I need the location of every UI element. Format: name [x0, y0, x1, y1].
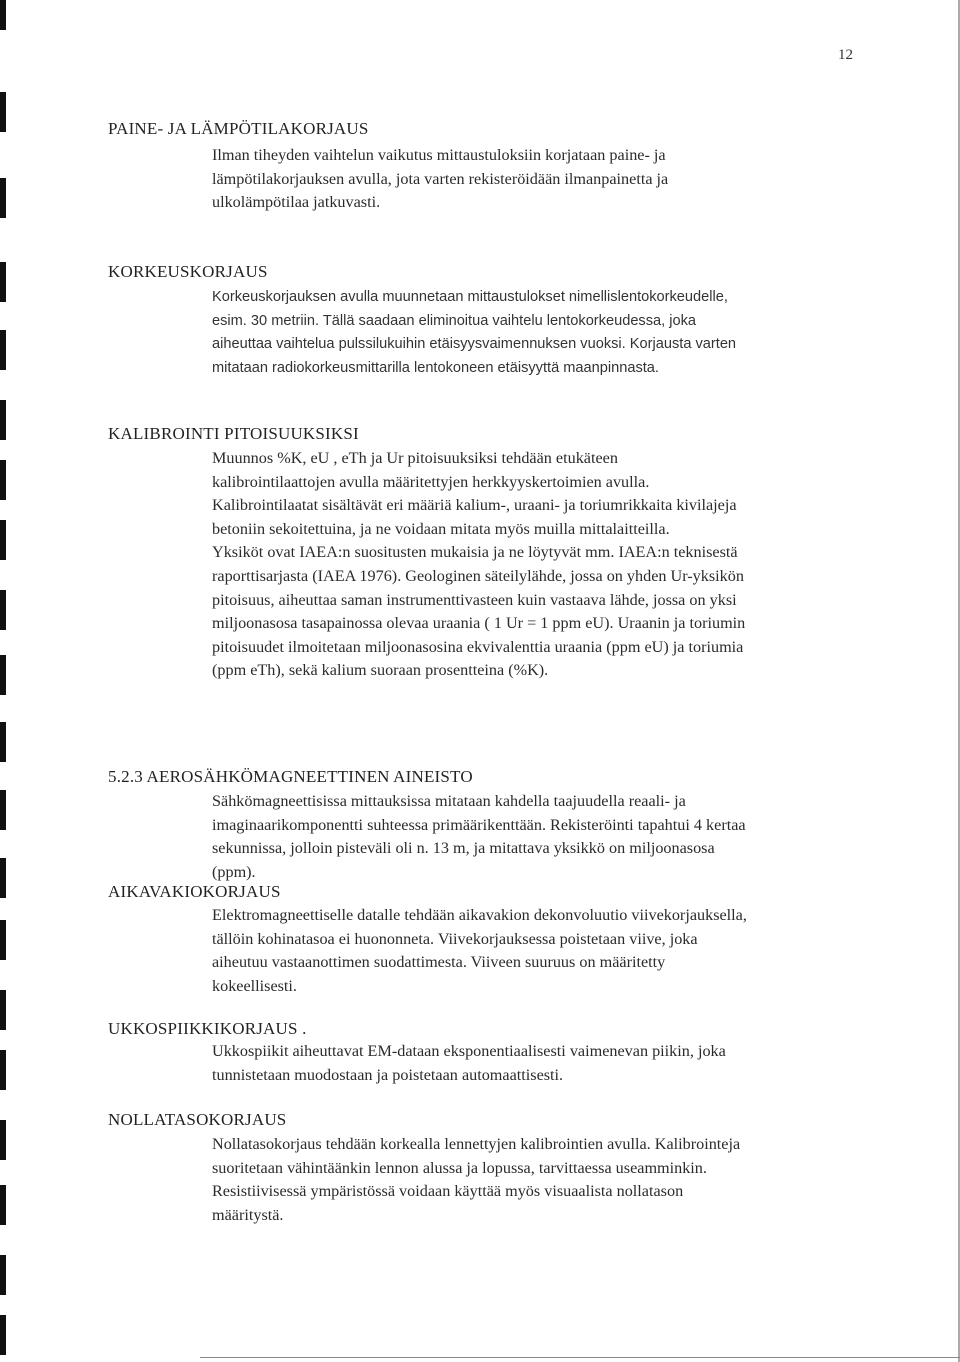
section-heading-ukkospiikkikorjaus: UKKOSPIIKKIKORJAUS .: [108, 1019, 307, 1038]
body-line: tunnistetaan muodostaan ja poistetaan automaattisesti.: [212, 1065, 564, 1084]
body-line: esim. 30 metriin. Tällä saadaan eliminoitua vaihtelu lentokorkeudessa, joka: [212, 312, 697, 329]
body-line: kokeellisesti.: [212, 976, 297, 995]
body-line: Yksiköt ovat IAEA:n suositusten mukaisia ja ne löytyvät mm. IAEA:n teknisestä: [212, 543, 738, 562]
scan-margin-mark: [0, 1120, 6, 1160]
body-line: suoritetaan vähintäänkin lennon alussa ja lopussa, tarvittaessa useamminkin.: [212, 1158, 707, 1177]
body-line: määritystä.: [212, 1205, 284, 1224]
scan-margin-mark: [0, 920, 6, 960]
scan-margin-mark: [0, 520, 6, 560]
scan-bottom-rule: [200, 1357, 960, 1358]
section-heading-korkeuskorjaus: KORKEUSKORJAUS: [108, 262, 268, 281]
page-number: 12: [838, 47, 853, 63]
scan-margin-mark: [0, 262, 6, 302]
section-heading-kalibrointi-pitoisuuksiksi: KALIBROINTI PITOISUUKSIKSI: [108, 424, 359, 443]
scan-margin-mark: [0, 590, 6, 630]
body-line: ulkolämpötilaa jatkuvasti.: [212, 193, 381, 212]
body-line: imaginaarikomponentti suhteessa primäärikenttään. Rekisteröinti tapahtui 4 kertaa: [212, 815, 746, 834]
scan-margin-mark: [0, 178, 6, 218]
scan-margin-mark: [0, 655, 6, 695]
scan-margin-mark: [0, 400, 6, 440]
section-body-kalibrointi-pitoisuuksiksi: [212, 447, 912, 683]
body-line: Nollatasokorjaus tehdään korkealla lennettyjen kalibrointien avulla. Kalibrointeja: [212, 1135, 741, 1153]
body-line: (ppm).: [212, 862, 256, 881]
body-line: sekunnissa, jolloin pisteväli oli n. 13 m, ja mitattava yksikkö on miljoonasosa: [212, 839, 715, 858]
body-line: pitoisuudet ilmoitetaan miljoonasosina ekvivalenttia uraania (ppm eU) ja toriumia: [212, 637, 744, 656]
section-heading-aerosahkomagneettinen-aineisto: 5.2.3 AEROSÄHKÖMAGNEETTINEN AINEISTO: [108, 767, 473, 786]
scan-margin-mark: [0, 722, 6, 762]
body-line: lämpötilakorjauksen avulla, jota varten rekisteröidään ilmanpainetta ja: [212, 169, 669, 188]
scan-margin-mark: [0, 1185, 6, 1225]
body-line: Korkeuskorjauksen avulla muunnetaan mittaustulokset nimellislentokorkeudelle,: [212, 289, 728, 305]
scan-margin-mark: [0, 790, 6, 830]
section-body-paine-lampotilakorjaus: [212, 144, 912, 215]
section-body-aerosahkomagneettinen-aineisto: [212, 790, 912, 884]
body-line: miljoonasosa tasapainossa olevaa uraania ( 1 Ur = 1 ppm eU). Uraanin ja toriumin: [212, 614, 746, 633]
body-line: Muunnos %K, eU , eTh ja Ur pitoisuuksiksi tehdään etukäteen: [212, 449, 618, 467]
body-line: aiheutuu vastaanottimen suodattimesta. Viiveen suuruus on määritetty: [212, 953, 666, 972]
body-line: betoniin sekoitettuina, ja ne voidaan mitata myös muilla mittalaitteilla.: [212, 519, 670, 538]
scan-margin-mark: [0, 460, 6, 500]
body-line: kalibrointilaattojen avulla määritettyjen herkkyyskertoimien avulla.: [212, 472, 650, 491]
scan-margin-mark: [0, 1255, 6, 1295]
body-line: raporttisarjasta (IAEA 1976). Geologinen säteilylähde, jossa on yhden Ur-yksikön: [212, 566, 744, 585]
scan-margin-mark: [0, 1315, 6, 1355]
body-line: Kalibrointilaatat sisältävät eri määriä kalium-, uraani- ja toriumrikkaita kivilajeja: [212, 496, 737, 515]
body-line: pitoisuus, aiheuttaa saman instrumenttivasteen kuin vastaava lähde, jossa on yksi: [212, 590, 737, 609]
body-line: Sähkömagneettisissa mittauksissa mitataan kahdella taajuudella reaali- ja: [212, 792, 686, 810]
section-body-korkeuskorjaus: [212, 286, 912, 380]
scan-margin-mark: [0, 92, 6, 132]
section-body-aikavakiokorjaus: [212, 904, 912, 998]
body-line: mitataan radiokorkeusmittarilla lentokoneen etäisyyttä maanpinnasta.: [212, 359, 659, 376]
section-heading-paine-lampotilakorjaus: PAINE- JA LÄMPÖTILAKORJAUS: [108, 119, 369, 138]
section-heading-nollatasokorjaus: NOLLATASOKORJAUS: [108, 1110, 287, 1129]
scan-margin-mark: [0, 0, 6, 30]
body-line: tällöin kohinatasoa ei huononneta. Viivekorjauksessa poistetaan viive, joka: [212, 929, 698, 948]
body-line: Ukkospiikit aiheuttavat EM-dataan eksponentiaalisesti vaimenevan piikin, joka: [212, 1042, 726, 1060]
body-line: (ppm eTh), sekä kalium suoraan prosentteina (%K).: [212, 661, 549, 680]
section-body-ukkospiikkikorjaus: [212, 1040, 912, 1087]
body-line: Elektromagneettiselle datalle tehdään aikavakion dekonvoluutio viivekorjauksella,: [212, 906, 747, 924]
section-body-nollatasokorjaus: [212, 1133, 912, 1227]
scan-margin-mark: [0, 858, 6, 898]
body-line: aiheuttaa vaihtelua pulssilukuihin etäisyysvaimennuksen vuoksi. Korjausta varten: [212, 336, 737, 353]
section-heading-aikavakiokorjaus: AIKAVAKIOKORJAUS: [108, 882, 281, 901]
body-line: Ilman tiheyden vaihtelun vaikutus mittaustuloksiin korjataan paine- ja: [212, 146, 666, 164]
scan-margin-mark: [0, 1050, 6, 1090]
body-line: Resistiivisessä ympäristössä voidaan käyttää myös visuaalista nollatason: [212, 1182, 684, 1201]
scan-margin-mark: [0, 990, 6, 1030]
scan-margin-mark: [0, 330, 6, 370]
